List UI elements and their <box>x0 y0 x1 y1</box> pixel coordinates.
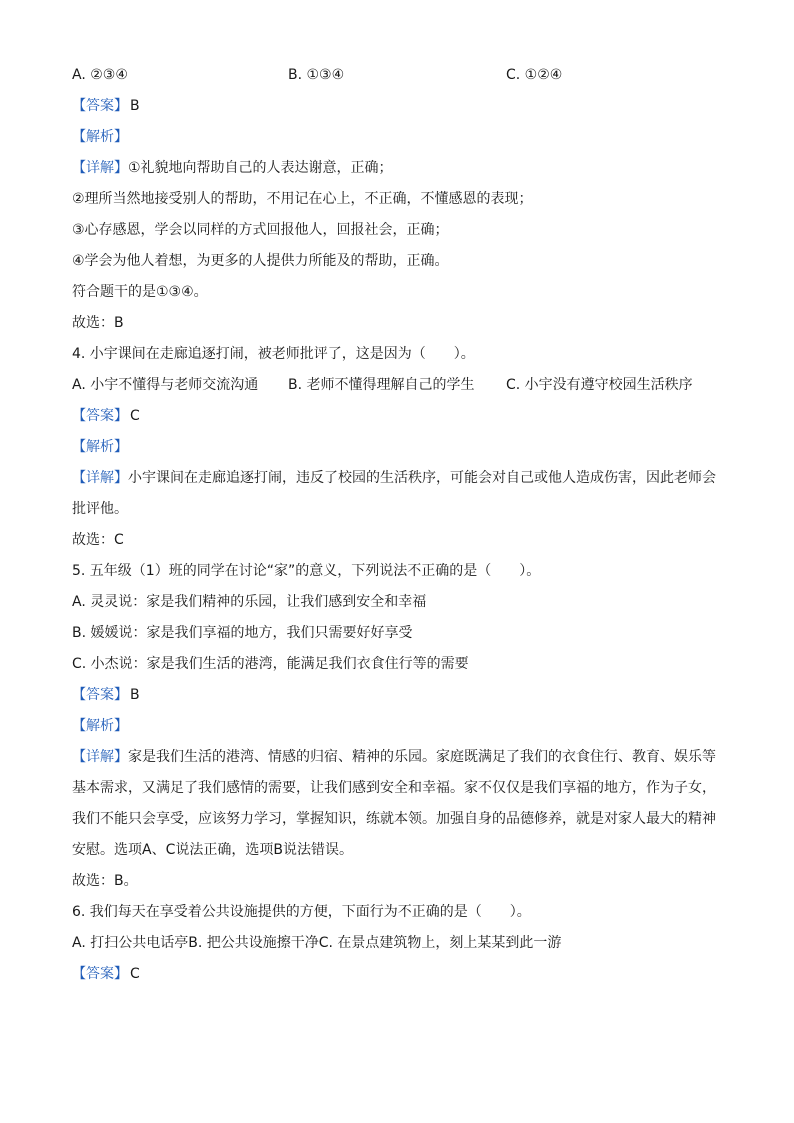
analysis-tag: 【解析】 <box>72 439 128 455</box>
q6-option-c: C. 在景点建筑物上，刻上某某到此一游 <box>318 935 562 951</box>
answer-value: C <box>130 966 140 982</box>
q3-analysis <box>72 122 726 153</box>
q3-detail-line: ④学会为他人着想，为更多的人提供力所能及的帮助，正确。 <box>72 253 449 269</box>
q4-stem: 4. 小宇课间在走廊追逐打闹，被老师批评了，这是因为（ ）。 <box>72 346 475 362</box>
detail-tag: 【详解】 <box>72 749 128 765</box>
q4-conclusion: 故选：C <box>72 532 124 548</box>
q3-option-a: A. ②③④ <box>72 67 128 83</box>
q5-stem: 5. 五年级（1）班的同学在讨论“家”的意义，下列说法不正确的是（ ）。 <box>72 563 541 579</box>
q5-option-a: A. 灵灵说：家是我们精神的乐园，让我们感到安全和幸福 <box>72 594 427 610</box>
q3-detail-line <box>72 153 726 184</box>
q3-option-c: C. ①②④ <box>506 67 563 83</box>
q4-detail <box>72 463 726 525</box>
q6-options <box>72 928 726 959</box>
q3-conclusion: 故选：B <box>72 315 124 331</box>
answer-tag: 【答案】 <box>72 98 128 114</box>
q4-option-c: C. 小宇没有遵守校园生活秩序 <box>506 377 693 393</box>
answer-value: C <box>130 408 140 424</box>
answer-tag: 【答案】 <box>72 687 128 703</box>
q5-option-c: C. 小杰说：家是我们生活的港湾，能满足我们衣食住行等的需要 <box>72 656 469 672</box>
answer-value: B <box>130 687 140 703</box>
q5-option-b: B. 媛媛说：家是我们享福的地方，我们只需要好好享受 <box>72 625 413 641</box>
q6-stem: 6. 我们每天在享受着公共设施提供的方便，下面行为不正确的是（ ）。 <box>72 904 531 920</box>
detail-text: 小宇课间在走廊追逐打闹，违反了校园的生活秩序，可能会对自己或他人造成伤害，因此老师会批评他。 <box>72 470 716 517</box>
q6-answer <box>72 959 726 990</box>
q3-option-b: B. ①③④ <box>288 67 345 83</box>
q6-option-b: B. 把公共设施擦干净 <box>188 935 319 951</box>
q4-options <box>72 370 726 401</box>
detail-text: ①礼貌地向帮助自己的人表达谢意，正确； <box>128 160 393 176</box>
q5-analysis <box>72 711 726 742</box>
q4-analysis <box>72 432 726 463</box>
document-page <box>72 60 726 990</box>
answer-tag: 【答案】 <box>72 408 128 424</box>
detail-tag: 【详解】 <box>72 470 128 486</box>
analysis-tag: 【解析】 <box>72 129 128 145</box>
answer-tag: 【答案】 <box>72 966 128 982</box>
q4-option-b: B. 老师不懂得理解自己的学生 <box>288 377 475 393</box>
q3-detail-line: ③心存感恩，学会以同样的方式回报他人，回报社会，正确； <box>72 222 449 238</box>
q6-option-a: A. 打扫公共电话亭 <box>72 935 189 951</box>
q4-answer <box>72 401 726 432</box>
q3-detail-line: ②理所当然地接受别人的帮助，不用记在心上，不正确，不懂感恩的表现； <box>72 191 533 207</box>
analysis-tag: 【解析】 <box>72 718 128 734</box>
answer-value: B <box>130 98 140 114</box>
q3-options <box>72 60 726 91</box>
q5-answer <box>72 680 726 711</box>
q3-answer <box>72 91 726 122</box>
q5-conclusion: 故选：B。 <box>72 873 138 889</box>
detail-text: 家是我们生活的港湾、情感的归宿、精神的乐园。家庭既满足了我们的衣食住行、教育、娱乐等基本需求，又满足了我们感情的需要，让我们感到安全和幸福。家不仅仅是我们享福的地方，作为子女，我们不能只会享受，应该努力学习，掌握知识，练就本领。加强自身的品德修养，就是对家人最大的精神安慰。选项A、C说法正确，选项B说法错误。 <box>72 749 716 858</box>
q5-detail <box>72 742 726 866</box>
detail-tag: 【详解】 <box>72 160 128 176</box>
q3-detail-line: 符合题干的是①③④。 <box>72 284 208 300</box>
q4-option-a: A. 小宇不懂得与老师交流沟通 <box>72 377 259 393</box>
